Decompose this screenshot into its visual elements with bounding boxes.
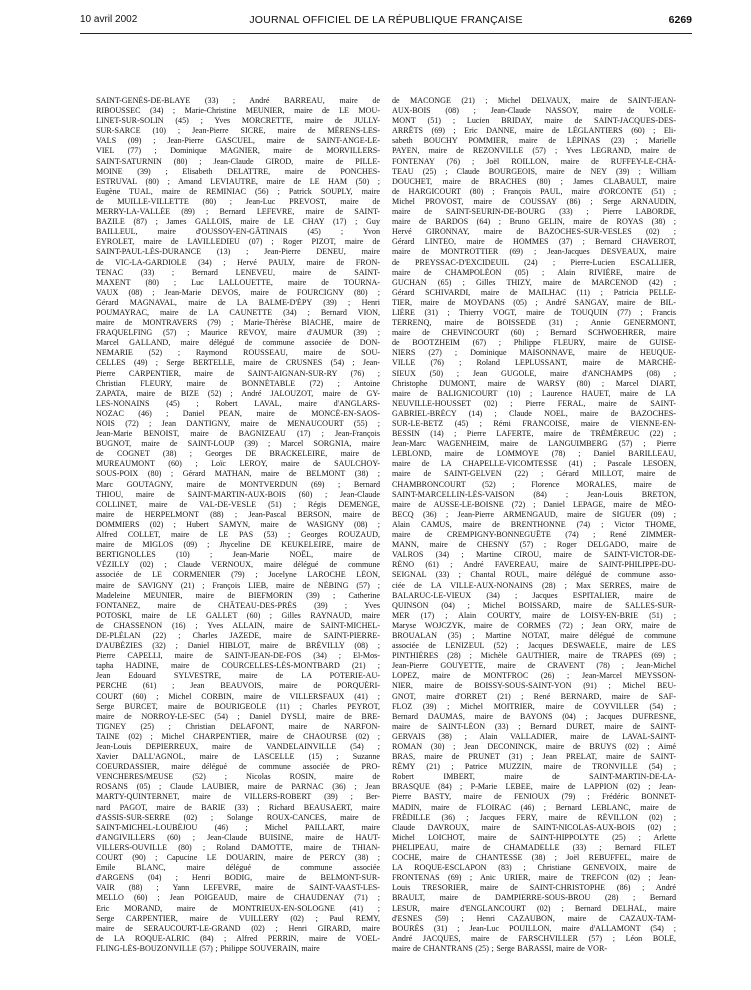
text-line: Maryse WOJCZYK, maire de CORMES (72) ; Jean ORY, maire de <box>392 620 676 630</box>
text-line: PINTHIÈRES (28) ; Michèle GAUTHIER, maire de TRAPES (69) ; <box>392 651 676 661</box>
text-line: maire de CHANTRANS (25) ; Serge BARASSI, maire de VOR- <box>392 943 608 953</box>
text-line: COLLINET, maire de VAL-DE-VESLE (51) ; Régis DEMENGE, <box>96 499 380 509</box>
text-line: BAZILE (87) ; James GALLOIS, maire de LE CHAY (17) ; Guy <box>96 217 380 227</box>
text-line: Serge BURCET, maire de BOURIGEOLE (11) ; Charles PEYROT, <box>96 701 380 711</box>
text-line: BECQ (36) ; Jean-Pierre ARMENGAUD, maire de SIGUER (09) ; <box>392 509 676 519</box>
text-line: VALROS (34) ; Martine CIROU, maire de SAINT-VICTOR-DE- <box>392 550 676 560</box>
text-line: NOZAC (46) ; Daniel PEAN, maire de MONCÉ-EN-SAOS- <box>96 408 380 418</box>
text-line: FRÉDILLE (36) ; Jacques FERY, maire de RÉVILLON (02) ; <box>392 812 676 822</box>
text-line: BUGNOT, maire de SAINT-LOUP (39) ; Marcel SORGNIA, maire <box>96 439 380 449</box>
text-line: D'AUBÉZIES (32) ; Daniel HIBLOT, maire de BRÉVILLY (08) ; <box>96 641 380 651</box>
text-line: TIGNEY (25) ; Christian DELAFONT, maire de NARFON- <box>96 721 380 731</box>
text-line: BRASQUE (84) ; P-Marie LEBEE, maire de LAPPION (02) ; Jean- <box>392 782 676 792</box>
text-line: LIÈRE (31) ; Thierry VOGT, maire de TOUQUIN (77) ; Francis <box>392 307 676 317</box>
text-line: NIER, maire de BOISSY-SOUS-SAINT-YON (91) ; Michel BEU- <box>392 681 676 691</box>
text-line: PAYEN, maire de REZONVILLE (57) ; Yves LEGRAND, maire de <box>392 146 676 156</box>
text-line: EYROLET, maire de LAVILLEDIEU (07) ; Roger PIZOT, maire de <box>96 237 380 247</box>
text-line: TIER, maire de MOYDANS (05) ; André SANGAY, maire de BIL- <box>392 297 676 307</box>
text-line: RÉMY (21) ; Patrice MUZZIN, maire de TRONVILLE (54) ; <box>392 762 676 772</box>
text-line: maire de MONTRAVERS (79) ; Marie-Thérèse BIACHE, maire de <box>96 318 380 328</box>
text-line: d'ANGIVILLERS (60) ; Jean-Claude BUISINE, maire de HAUT- <box>96 832 380 842</box>
text-line: RÉNO (61) ; André FAVEREAU, maire de SAINT-PHILIPPE-DU- <box>392 560 676 570</box>
text-line: de VIC-LA-GARDIOLE (34) ; Hervé PAULY, maire de FRON- <box>96 257 380 267</box>
text-line: Jean-Marc WAGENHEIM, maire de LANGUIMBERG (57) ; Pierre <box>392 439 676 449</box>
text-line: de LA ROQUE-ALRIC (84) ; Alfred PERRIN, maire de VOEL- <box>96 933 380 943</box>
text-line: d'ASSIS-SUR-SERRE (02) ; Solange ROUX-CANCES, maire de <box>96 812 380 822</box>
text-line: maire de CHAMPOLÉON (05) ; Alain RIVIÈRE, maire de <box>392 267 676 277</box>
text-line: POUMAYRAC, maire de LA CAUNETTE (34) ; Bernard VION, <box>96 307 380 317</box>
text-line: MADIN, maire de FLOIRAC (46) ; Bernard LEBLANC, maire de <box>392 802 676 812</box>
text-line: COEURDASSIER, maire délégué de commune associée de PRO- <box>96 762 380 772</box>
text-line: Michel LOICHOT, maire de SAINT-HIPPOLYTE (25) ; Arlette <box>392 832 676 842</box>
text-line: AUX-BOIS (08) ; Jean-Claude NASSOY, maire de VOILE- <box>392 106 676 116</box>
text-line: maire de SAINT-SEURIN-DE-BOURG (33) ; Pierre LABORDE, <box>392 207 676 217</box>
text-line: THIOU, maire de SAINT-MARTIN-AUX-BOIS (60) ; Jean-Claude <box>96 489 380 499</box>
text-line: Marc GOUTAGNY, maire de MONTVERDUN (69) ; Bernard <box>96 479 380 489</box>
text-line: MERRY-LA-VALLÉE (89) ; Bernard LEFEVRE, maire de SAINT- <box>96 207 380 217</box>
text-line: MUREAUMONT (60) ; Loïc LEROY, maire de SAULCHOY- <box>96 459 380 469</box>
text-line: BAILLEUL, maire d'OUSSOY-EN-GÂTINAIS (45) ; Yvon <box>96 227 380 237</box>
text-line: NEMARIE (52) ; Raymond ROUSSEAU, maire de SOU- <box>96 348 380 358</box>
text-line: Eugène TUAL, maire de REMINIAC (56) ; Patrick SOUPLY, maire <box>96 186 380 196</box>
text-line: Xavier DALL'AGNOL, maire de LASCELLE (15) ; Suzanne <box>96 752 380 762</box>
text-line: Gérard SCHIVARDI, maire de MAILHAC (11) ; Patricia PELLE- <box>392 287 676 297</box>
left-column <box>96 96 380 954</box>
text-line: VAUX (08) ; Jean-Marie DEVOS, maire de FOURCIGNY (80) ; <box>96 287 380 297</box>
text-line: Jean-Marie BENOIST, maire de BAGNIZEAU (17) ; Jean-François <box>96 429 380 439</box>
text-line: BESSIN (14) ; Pierre LAFERTE, maire de TRÉMÉREUC (22) ; <box>392 429 676 439</box>
text-line: NEUVILLE-HOUSSET (02) ; Pierre FERAL, maire de SAINT- <box>392 398 676 408</box>
text-line: COCHE, maire de CHANTESSE (38) ; Joël REBUFFEL, maire de <box>392 853 676 863</box>
text-line: LEBLOND, maire de LOMMOYE (78) ; Daniel BARILLEAU, <box>392 449 676 459</box>
text-line: sabeth BOUCHY POMMIER, maire de LÉPINAS (23) ; Marielle <box>392 136 676 146</box>
text-line: FRONTENAS (69) ; Anic URIER, maire de TREFCON (02) ; Jean- <box>392 873 676 883</box>
text-line: maire de MONTROTTIER (69) ; Jean-Jacques DESVEAUX, maire <box>392 247 676 257</box>
text-line: ZAPATA, maire de BIZE (52) ; André JALOUZOT, maire de GY- <box>96 388 380 398</box>
text-line: Pierre CARPENTIER, maire de SAINT-AIGNAN-SUR-RY (76) ; <box>96 368 380 378</box>
text-line: ARRÊTS (69) ; Eric DANNE, maire de LÉGLANTIERS (60) ; Eli- <box>392 126 676 136</box>
text-line: Christian FLEURY, maire de BONNÉTABLE (72) ; Antoine <box>96 378 380 388</box>
text-line: ROMAN (30) ; Jean DECONINCK, maire de BRUYS (02) ; Aimé <box>392 742 676 751</box>
text-line: DOMMIERS (02) ; Hubert SAMYN, maire de WASIGNY (08) ; <box>96 519 380 529</box>
text-line: de MACONGE (21) ; Michel DELVAUX, maire de SAINT-JEAN- <box>392 96 676 105</box>
text-line: FONTENAY (76) ; Joël ROILLON, maire de RUFFEY-LE-CHÂ- <box>392 156 676 166</box>
text-line: COURT (90) ; Capucine LE DOUARIN, maire de PERCY (38) ; <box>96 853 380 863</box>
text-line: TAINE (02) ; Michel CHARPENTIER, maire de CHAOURSE (02) ; <box>96 731 380 741</box>
text-line: maire de CREMPIGNY-BONNEGUÊTE (74) ; René ZIMMER- <box>392 530 676 540</box>
text-line: d'ESNES (59) ; Henri CAZAUBON, maire de CAZAUX-TAM- <box>392 913 676 923</box>
text-line: SAINT-SATURNIN (80) ; Jean-Claude GIROD, maire de PILLE- <box>96 156 380 166</box>
text-line: VÉZILLY (02) ; Claude VERNOUX, maire délégué de commune <box>96 560 380 570</box>
text-line: LES-NONAINS (45) ; Robert LAVAL, maire d'ANGLARS- <box>96 398 380 408</box>
text-line: Pierre CAPELLI, maire de SAINT-JEAN-DE-FOS (34) ; El-Mos- <box>96 651 380 661</box>
text-line: maire de SAINT-GELVEN (22) ; Gérard MILLOT, maire de <box>392 469 676 479</box>
text-line: associée de LE CORMENIER (79) ; Jocelyne LAROCHE LÉON, <box>96 570 380 580</box>
text-line: POTOSKI, maire de LE GALLET (60) ; Gilles RAYNAUD, maire <box>96 610 380 620</box>
text-line: GUCHAN (65) ; Gilles THIZY, maire de MARCENOD (42) ; <box>392 277 676 287</box>
text-line: BRAULT, maire de DAMPIERRE-SOUS-BROU (28) ; Bernard <box>392 893 676 903</box>
text-line: DOUCHET, maire de BRACHES (80) ; James CLABAULT, maire <box>392 176 676 186</box>
header-rule <box>80 33 692 34</box>
text-line: Pierre BASTY, maire de FENIOUX (79) ; Frédéric BONNET- <box>392 792 676 802</box>
text-line: Gérard LINTEO, maire de HOMMES (37) ; Bernard CHAVEROT, <box>392 237 676 247</box>
text-line: SAINT-PAUL-LÈS-DURANCE (13) ; Jean-Pierre DENEU, maire <box>96 247 380 257</box>
page-header <box>80 14 692 30</box>
text-line: maire de BALIGNICOURT (10) ; Laurence HAUET, maire de LA <box>392 388 676 398</box>
text-line: maire de SERAUCOURT-LE-GRAND (02) ; Henri GIRARD, maire <box>96 923 380 933</box>
text-line: André JACQUES, maire de FARSCHVILLER (57) ; Léon BOLE, <box>392 933 676 943</box>
text-line: BERTIGNOLLES (10) ; Jean-Marie NOËL, maire de <box>96 550 380 560</box>
text-line: maire de SAINT-LÉON (33) ; Bernard DURET, maire de SAINT- <box>392 721 676 731</box>
text-line: BOURÈS (31) ; Jean-Luc POUILLON, maire d'ALLAMONT (54) ; <box>392 923 676 933</box>
text-line: FONTANEZ, maire de CHÂTEAU-DES-PRÉS (39) ; Yves <box>96 600 380 610</box>
text-line: NIERS (27) ; Dominique MAISONNAVE, maire de HEUQUE- <box>392 348 676 358</box>
text-line: Eric MORAND, maire de MONTRIEUX-EN-SOLOGNE (41) ; <box>96 903 380 913</box>
text-line: BRAS, maire de PRUNET (31) ; Jean PRELAT, maire de SAINT- <box>392 752 676 762</box>
text-line: Claude DAVROUX, maire de SAINT-NICOLAS-AUX-BOIS (02) ; <box>392 822 676 832</box>
text-line: nard PAGOT, maire de BARIE (33) ; Richard BEAUSAERT, maire <box>96 802 380 812</box>
text-line: FLING-LÈS-BOUZONVILLE (57) ; Philippe SOUVERAIN, maire <box>96 943 320 953</box>
text-line: RIBOUSSEC (34) ; Marie-Christine MEUNIER, maire de LE MOU- <box>96 106 380 116</box>
text-line: Bernard DAUMAS, maire de BAYONS (04) ; Jacques DUFRESNE, <box>392 711 676 721</box>
text-line: Christophe DUMONT, maire de WARSY (80) ; Marcel DIART, <box>392 378 676 388</box>
text-line: LA ROQUE-ESCLAPON (83) ; Christiane GENEVOIX, maire de <box>392 863 676 873</box>
text-line: maire de HERPELMONT (88) ; Jean-Pascal BERSON, maire de <box>96 509 380 519</box>
text-line: Robert IMBERT, maire de SAINT-MARTIN-DE-LA- <box>392 772 676 782</box>
text-line: LOPEZ, maire de MONTFROC (26) ; Jean-Marcel MEYSSON- <box>392 671 676 681</box>
text-line: FRAQUELFING (57) ; Maurice REVOY, maire d'AUMUR (39) ; <box>96 328 380 338</box>
text-line: de HARGICOURT (80) ; François PAUL, maire d'ORCONTE (51) ; <box>392 186 676 196</box>
text-line: SEIGNAL (33) ; Chantal ROUL, maire délégué de commune asso- <box>392 570 676 580</box>
text-line: Michel PROVOST, maire de COUSSAY (86) ; Serge ARNAUDIN, <box>392 196 676 206</box>
text-line: SOUS-POIX (80) ; Gérard MATHAN, maire de BELMONT (38) ; <box>96 469 380 479</box>
text-line: VILLERS-OUVILLE (80) ; Roland DAMOTTE, maire de THIAN- <box>96 842 380 852</box>
text-line: CHAMBRONCOURT (52) ; Florence MORALES, maire de <box>392 479 676 489</box>
text-line: ROSANS (05) ; Claude LAUBIER, maire de PARNAC (36) ; Jean <box>96 782 380 792</box>
text-line: QUINSON (04) ; Michel BOISSARD, maire de SALLES-SUR- <box>392 600 676 610</box>
text-line: SUR-LE-BETZ (45) ; Rémi FRANCOISE, maire de VIENNE-EN- <box>392 419 676 428</box>
text-line: Madeleine MEUNIER, maire de BIEFMORIN (39) ; Catherine <box>96 590 380 600</box>
text-line: de BOOTZHEIM (67) ; Philippe FLEURY, maire de GUISE- <box>392 338 676 348</box>
text-line: d'ARGENS (04) ; Henri BODIG, maire de BELMONT-SUR- <box>96 873 380 883</box>
text-line: GERVAIS (38) ; Alain VALLADIER, maire de LAVAL-SAINT- <box>392 731 676 741</box>
text-line: TENAC (33) ; Bernard LENEVEU, maire de SAINT- <box>96 267 380 277</box>
text-line: Louis TRESORIER, maire de SAINT-CHRISTOPHE (86) ; André <box>392 883 676 893</box>
text-line: MARTY-QUINTERNET, maire de VILLERS-ROBERT (39) ; Ber- <box>96 792 380 802</box>
header-title: JOURNAL OFFICIEL DE LA RÉPUBLIQUE FRANÇAISE <box>249 14 523 26</box>
text-line: VIEL (77) ; Dominique MAGNIER, maire de MORVILLERS- <box>96 146 380 156</box>
text-line: Hervé GIRONNAY, maire de BAZOCHES-SUR-VESLES (02) ; <box>392 227 676 237</box>
text-line: associée de LENIZEUL (52) ; Jacques DESWAELE, maire de LES <box>392 641 676 651</box>
text-line: MER (17) ; Alain COURTY, maire de LOISY-EN-BRIE (51) ; <box>392 610 676 620</box>
text-line: VALS (09) ; Jean-Pierre GASCUEL, maire de SAINT-ANGE-LE- <box>96 136 380 146</box>
text-line: SAINT-MARCELLIN-LÈS-VAISON (84) ; Jean-Louis BRETON, <box>392 489 676 499</box>
header-date: 10 avril 2002 <box>80 14 138 25</box>
text-line: Jean-Louis DEPIERREUX, maire de VANDELAINVILLE (54) ; <box>96 742 380 751</box>
text-line: ESTRUVAL (80) ; Amand LEVIAUTRE, maire de LE HAM (50) ; <box>96 176 380 186</box>
text-line: VAIR (88) ; Yann LEFEVRE, maire de SAINT-VAAST-LES- <box>96 883 380 893</box>
text-line: NOIS (72) ; Jean DANTIGNY, maire de MENAUCOURT (55) ; <box>96 419 380 428</box>
text-line: VENCHERES/MEUSE (52) ; Nicolas ROSIN, maire de <box>96 772 380 782</box>
text-line: maire de SAVIGNY (21) ; François LIEB, maire de NÉBING (57) ; <box>96 580 380 590</box>
text-line: TEAU (25) ; Claude BOURGEOIS, maire de NEY (39) ; William <box>392 166 676 176</box>
text-line: LINET-SUR-SOLIN (45) ; Yves MORCRETTE, maire de JULLY- <box>96 116 380 126</box>
text-line: GABRIEL-BRÉCY (14) ; Claude NOEL, maire de BAZOCHES- <box>392 408 676 418</box>
text-line: TERRENQ, maire de BOISSEDE (31) ; Annie GENERMONT, <box>392 318 676 328</box>
text-line: CELLES (49) ; Serge BERTELLE, maire de CRUSNES (54) ; Jean- <box>96 358 380 368</box>
text-line: maire de AUSSE-LE-BOISNE (72) ; Daniel LEPAGE, maire de MÉO- <box>392 499 676 509</box>
text-line: Serge CARPENTIER, maire de VUILLERY (02) ; Paul REMY, <box>96 913 380 923</box>
text-line: Marcel GALLAND, maire délégué de commune associée de DON- <box>96 338 380 348</box>
text-line: SAINT-MICHEL-LOUBÉJOU (46) ; Michel PAILLART, maire <box>96 822 380 832</box>
text-line: maire de NORROY-LE-SEC (54) ; Daniel DYSLI, maire de BRE- <box>96 711 380 721</box>
text-line: Emile BLANC, maire délégué de commune associée <box>96 863 380 873</box>
text-line: MOINE (39) ; Elisabeth DELATTRE, maire de PONCHES- <box>96 166 380 176</box>
text-line: ciée de LA VILLE-AUX-NONAINS (28) ; Max SERRES, maire de <box>392 580 676 590</box>
text-line: tapha HADINE, maire de COURCELLES-LÈS-MONTBARD (21) ; <box>96 661 380 671</box>
text-line: maire de CHEVINCOURT (60) ; Bernard SCHWOEHRER, maire <box>392 328 676 338</box>
text-line: SUR-SARCE (10) ; Jean-Pierre SICRE, maire de MÉRENS-LES- <box>96 126 380 136</box>
text-line: MONT (51) ; Lucien BRIDAY, maire de SAINT-JACQUES-DES- <box>392 116 676 126</box>
text-line: BROUALAN (35) ; Martine NOTAT, maire délégué de commune <box>392 630 676 640</box>
text-line: SAINT-GENÈS-DE-BLAYE (33) ; André BARREAU, maire de <box>96 96 380 105</box>
text-line: Alain CAMUS, maire de BRENTHONNE (74) ; Victor THOME, <box>392 519 676 529</box>
text-line: maire de BARDOS (64) ; Bruno GELIN, maire de ROYAS (38) ; <box>392 217 676 227</box>
text-line: MANN, maire de CHESNY (57) ; Roger DELGADO, maire de <box>392 540 676 550</box>
text-line: Jean Edouard SYLVESTRE, maire de LA POTERIE-AU- <box>96 671 380 681</box>
page-number: 6269 <box>668 14 692 26</box>
text-line: GNOT, maire d'ORRET (21) ; René BERNARD, maire de SAF- <box>392 691 676 701</box>
text-line: de CHASSENON (16) ; Yves ALLAIN, maire de SAINT-MICHEL- <box>96 620 380 630</box>
text-line: FLOZ (39) ; Michel MOITRIER, maire de COYVILLER (54) ; <box>392 701 676 711</box>
text-line: SIEUX (50) ; Jean GUGOLE, maire d'ANCHAMPS (08) ; <box>392 368 676 378</box>
text-line: VILLE (76) ; Roland LEPLUSSANT, maire de MARCHÉ- <box>392 358 676 368</box>
text-line: maire de LA CHAPELLE-VICOMTESSE (41) ; Pascale LESOEN, <box>392 459 676 469</box>
text-line: MELLO (60) ; Jean POIGEAUD, maire de CHAUDENAY (71) ; <box>96 893 380 903</box>
text-line: BALARUC-LE-VIEUX (34) ; Jacques ESPITALIER, maire de <box>392 590 676 600</box>
text-line: DE-PLÉLAN (22) ; Charles JAZEDE, maire de SAINT-PIERRE- <box>96 630 380 640</box>
text-line: Jean-Pierre GOUYETTE, maire de CRAVENT (78) ; Jean-Michel <box>392 661 676 671</box>
right-column <box>392 96 676 954</box>
text-line: PHELIPEAU, maire de CHAMADELLE (33) ; Bernard FILET <box>392 842 676 852</box>
text-line: Alfred COLLET, maire de LE PAS (53) ; Georges ROUZAUD, <box>96 530 380 540</box>
text-line: MAXENT (80) ; Luc LALLOUETTE, maire de TOURNA- <box>96 277 380 287</box>
text-line: PERCHE (61) ; Jean BEAUVOIS, maire de PORQUÉRI- <box>96 681 380 691</box>
text-line: LESUR, maire d'ENGLANCOURT (02) ; Bernard DELHAL, maire <box>392 903 676 913</box>
text-line: de MUILLE-VILLETTE (80) ; Jean-Luc PREVOST, maire de <box>96 196 380 206</box>
text-line: Gérard MAGNAVAL, maire de LA BALME-D'ÉPY (39) ; Henri <box>96 297 380 307</box>
text-line: COURT (60) ; Michel CORBIN, maire de VILLERSFAUX (41) ; <box>96 691 380 701</box>
text-line: de PREYSSAC-D'EXCIDEUIL (24) ; Pierre-Lucien ESCALLIER, <box>392 257 676 267</box>
text-line: de COGNET (38) ; Georges DE BRACKELEIRE, maire de <box>96 449 380 459</box>
text-line: maire de MIGLOS (09) ; Jhyceline DE KEUKELEIRE, maire de <box>96 540 380 550</box>
